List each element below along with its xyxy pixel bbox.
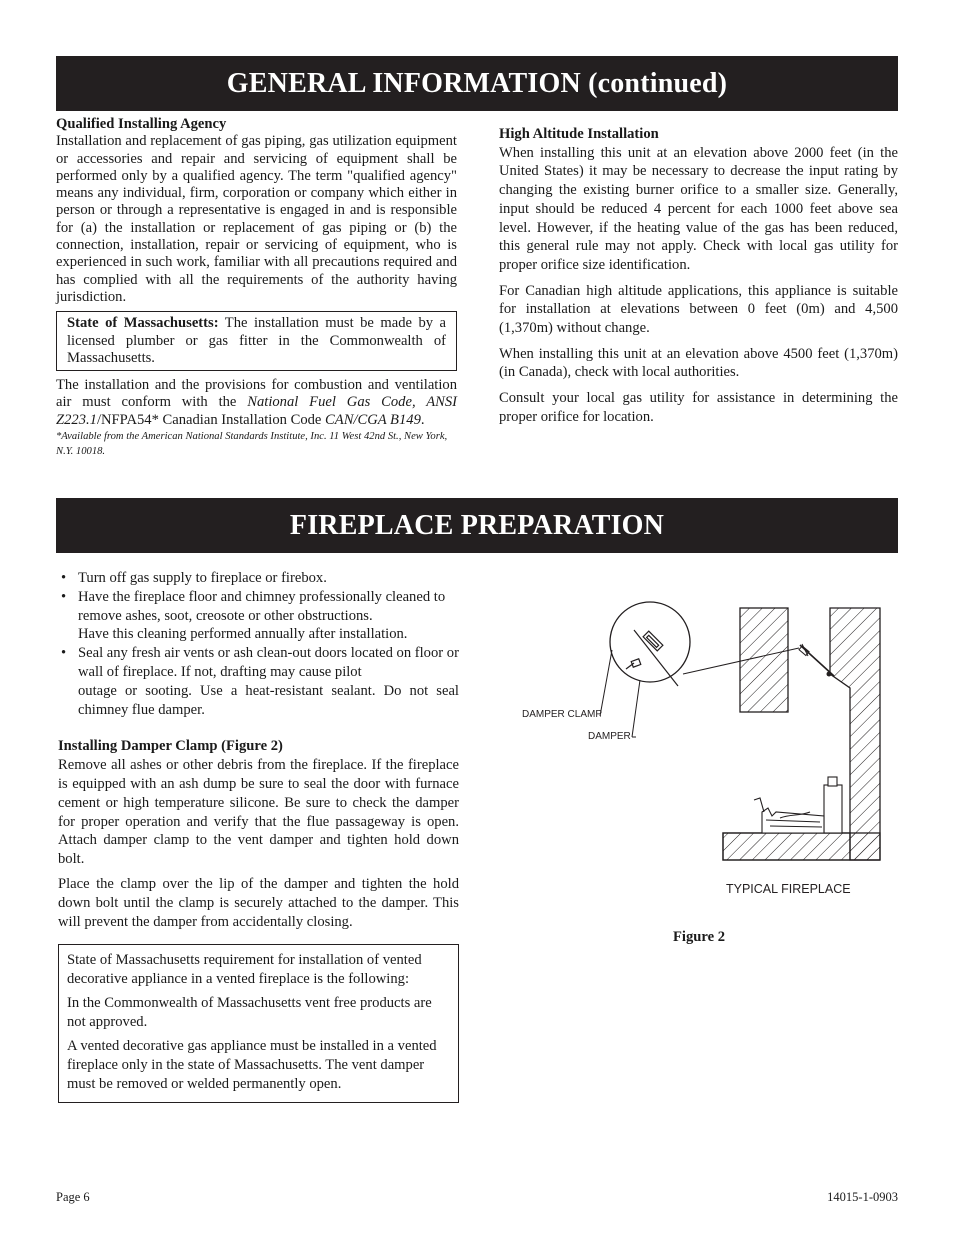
ansi-footnote: *Available from the American National Standards Institute, Inc. 11 West 42nd St., New York, N.Y. 10018. xyxy=(56,431,448,458)
damper-clamp-heading xyxy=(58,737,459,756)
massachusetts-notice-box xyxy=(56,311,457,371)
ventilation-code-can: CAN/CGA B149 xyxy=(325,411,421,428)
detail-circle xyxy=(610,602,690,682)
document-code: 14015-1-0903 xyxy=(827,1190,898,1204)
section-banner-general-information xyxy=(56,56,898,111)
bullet-text: Have the fireplace floor and chimney professionally cleaned to remove ashes, soot, creosote or other obstructions. xyxy=(78,588,446,624)
heading-end: ) xyxy=(278,738,283,755)
high-altitude-heading: High Altitude Installation xyxy=(499,126,659,142)
bullet-continuation: Have this cleaning performed annually after installation. xyxy=(78,626,408,643)
ventilation-text-2: /NFPA54* Canadian Installation Code xyxy=(96,411,326,428)
requirement-paragraph-2: In the Commonwealth of Massachusetts vent free products are not approved. xyxy=(67,995,432,1031)
log-set xyxy=(754,777,842,833)
figure-2-typical-fireplace xyxy=(500,590,898,910)
list-item xyxy=(58,569,459,588)
damper-leader xyxy=(632,680,640,737)
requirement-paragraph-1: State of Massachusetts requirement for installation of vented decorative appliance in a vented fireplace is the following: xyxy=(67,952,422,988)
damper-label: DAMPER xyxy=(588,731,631,742)
list-item xyxy=(58,644,459,719)
high-altitude-section xyxy=(499,125,898,427)
heading-figure-ref: Figure 2 xyxy=(225,738,279,755)
damper-clamp-paragraph-2: Place the clamp over the lip of the damper and tighten the hold down bolt until the clamp is securely attached to the damper. This will prevent the damper from accidentally closing. xyxy=(58,875,459,930)
requirement-paragraph-3: A vented decorative gas appliance must be installed in a vented fireplace only in the state of Massachusetts. The vent damper must be removed or welded permanently open. xyxy=(67,1038,437,1093)
qualified-agency-section xyxy=(56,116,457,459)
massachusetts-requirement-box xyxy=(58,944,459,1103)
qualified-agency-heading: Qualified Installing Agency xyxy=(56,116,227,132)
bullet-text: • Seal any fresh air vents or ash clean-out doors located on floor or wall of fireplace. If not, drafting may cause pilot xyxy=(78,645,459,680)
bullet-text: Turn off gas supply to fireplace or firebox. xyxy=(78,570,327,586)
clamp-leader xyxy=(600,650,612,716)
ventilation-code-ansi: National Fuel Gas Code, ANSI Z223.1 xyxy=(56,394,457,428)
massachusetts-label: State of Massachusetts: xyxy=(67,315,219,332)
page-number: Page 6 xyxy=(56,1190,90,1204)
damper-clamp-label: DAMPER CLAMP xyxy=(522,709,603,720)
qualified-agency-body: Installation and replacement of gas piping, gas utilization equipment or accessories and repair and servicing of equipment shall be performed only by a qualified agency. The term "qualified agency" means any individual, firm, corporation or company which either in person or through a representative is engaged in and is responsible for (a) the installation or replacement of gas piping or (b) the connection, installation, repair or servicing of equipment, who is experienced in such work, familiar with all precautions required and has complied with all the requirements of the authority having jurisdiction. xyxy=(56,133,457,305)
fireplace-diagram xyxy=(500,590,898,910)
fireplace-prep-section xyxy=(58,569,459,1103)
heading-text: Installing Damper Clamp ( xyxy=(58,738,226,755)
prep-bullet-list xyxy=(58,569,459,719)
figure-caption: Figure 2 xyxy=(673,929,726,945)
banner-title: GENERAL INFORMATION (continued) xyxy=(226,67,728,99)
altitude-paragraph-3: When installing this unit at an elevation above 4500 feet (1,370m) (in Canada), check with local authorities. xyxy=(499,345,898,381)
ventilation-text-1: The installation and the provisions for combustion and ventilation air must conform with the xyxy=(56,377,457,411)
damper-clamp-paragraph-1: Remove all ashes or other debris from the fireplace. If the fireplace is equipped with an ash dump be sure to seal the door with furnace cement or high temperature silicone. Be sure to check the damper for proper operation and verify that the flue passageway is open. Attach damper clamp to the vent damper and tighten hold down bolt. xyxy=(58,757,459,868)
bullet-continuation: outage or sooting. Use a heat-resistant sealant. Do not seal chimney flue damper. xyxy=(78,682,459,718)
banner-title: FIREPLACE PREPARATION xyxy=(289,509,665,541)
ventilation-text-3: . xyxy=(420,411,425,428)
massachusetts-text: The installation must be made by a licensed plumber or gas fitter in the Commonwealth of Massachusetts. xyxy=(67,315,446,366)
section-banner-fireplace-preparation xyxy=(56,498,898,553)
ventilation-paragraph xyxy=(56,377,457,429)
list-item xyxy=(58,588,459,644)
altitude-paragraph-1: When installing this unit at an elevation above 2000 feet (in the United States) it may be necessary to decrease the input rating by changing the existing burner orifice to a smaller size. Generally, input should be reduced 4 percent for each 1000 feet above sea level. However, if the heating value of the gas has been reduced, this general rule may not apply. Check with local gas utility for proper orifice size identification. xyxy=(499,144,898,273)
altitude-paragraph-4: Consult your local gas utility for assistance in determining the proper orifice for location. xyxy=(499,390,898,425)
altitude-paragraph-2: For Canadian high altitude applications, this appliance is suitable for installation at elevations between 0 feet (0m) and 4,500 (1,370m) without change. xyxy=(499,282,898,337)
typical-fireplace-label: TYPICAL FIREPLACE xyxy=(726,882,851,896)
